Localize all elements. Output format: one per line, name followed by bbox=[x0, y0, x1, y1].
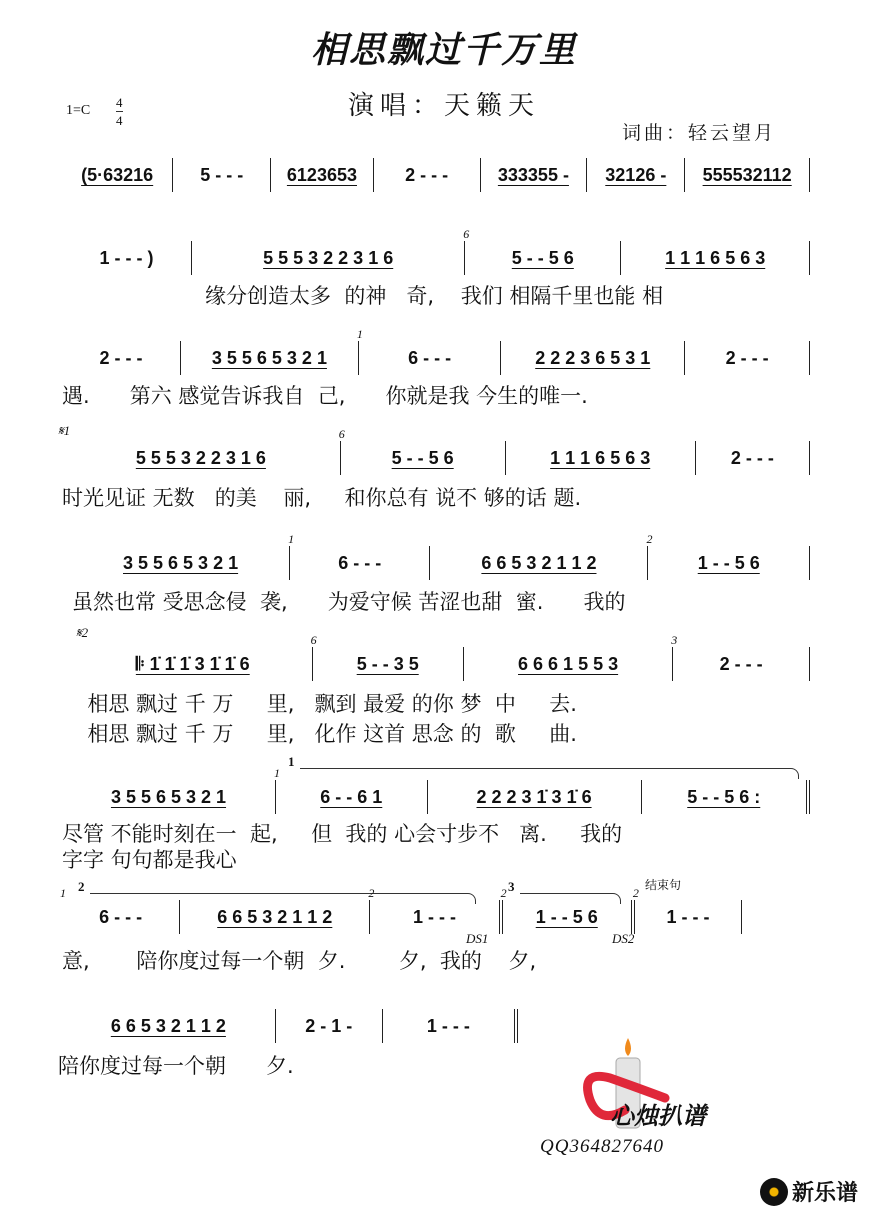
measure: 5 - - - bbox=[173, 158, 271, 192]
measure bbox=[338, 427, 506, 475]
measure: 2 - - - bbox=[685, 341, 810, 375]
measure: 𝄆 1̇ 1̇ 1̇ 3 1̇ 1̇ 6 bbox=[74, 647, 313, 681]
staff-row bbox=[62, 427, 810, 475]
grace-note: 1 bbox=[273, 766, 280, 780]
measure: 5 - - 5 6 : bbox=[642, 780, 810, 814]
measure-notes: 6 - - 6 1 bbox=[320, 787, 383, 807]
ds2-marker: DS2 bbox=[612, 931, 635, 946]
staff-row bbox=[74, 633, 810, 681]
measure: 6 6 6 1 5 5 3 bbox=[464, 647, 673, 681]
grace-note: 2 bbox=[500, 886, 507, 900]
vinyl-record-icon bbox=[760, 1178, 788, 1206]
measure: 555532112 bbox=[685, 158, 810, 192]
measure bbox=[671, 633, 810, 681]
grace-note: 2 bbox=[646, 532, 653, 546]
brand-name: 新乐谱 bbox=[792, 1181, 859, 1206]
measure: 5 5 5 3 2 2 3 1 6 bbox=[192, 241, 465, 275]
lyric-line: 字字 句句都是我心 bbox=[62, 848, 237, 872]
song-title: 相思飘过千万里 bbox=[310, 30, 577, 71]
measure bbox=[500, 886, 635, 934]
grace-note: 2 bbox=[632, 886, 639, 900]
grace-note: 6 bbox=[310, 633, 317, 647]
measure: 333355 - bbox=[481, 158, 588, 192]
grace-note: 3 bbox=[671, 633, 678, 647]
volta-number: 1 bbox=[288, 754, 295, 769]
segno-2: 𝄋2 bbox=[76, 625, 89, 640]
measure bbox=[310, 633, 464, 681]
staff-row bbox=[60, 886, 742, 934]
lyric-line: 尽管 不能时刻在一 起, 但 我的 心会寸步不 离. 我的 bbox=[62, 822, 623, 846]
qq-number: QQ364827640 bbox=[540, 1136, 664, 1157]
meter-bottom: 4 bbox=[116, 113, 123, 128]
staff-row bbox=[62, 158, 810, 192]
segno-1: 𝄋1 bbox=[58, 423, 71, 438]
lyric-line: 缘分创造太多 的神 奇, 我们 相隔千里也能 相 bbox=[205, 284, 664, 308]
measure-notes: 2 - - - bbox=[719, 654, 763, 674]
ds1-marker: DS1 bbox=[466, 931, 489, 946]
measure: 1 1 1 6 5 6 3 bbox=[506, 441, 696, 475]
measure-notes: 1 - - - bbox=[412, 907, 456, 927]
lyric-line: 遇. 第六 感觉告诉我自 己, 你就是我 今生的唯一. bbox=[62, 384, 588, 408]
staff-row bbox=[62, 227, 810, 275]
measure: 2 2 2 3 6 5 3 1 bbox=[501, 341, 685, 375]
grace-note: 1 bbox=[60, 886, 66, 900]
measure: 3 5 5 6 5 3 2 1 bbox=[62, 780, 276, 814]
measure: 1 - - - ) bbox=[62, 241, 192, 275]
measure-notes: 6 - - - bbox=[338, 553, 382, 573]
measure: 6123653 bbox=[271, 158, 373, 192]
grace-note: 1 bbox=[288, 532, 295, 546]
measure-notes: 5 - - 3 5 bbox=[356, 654, 419, 674]
grace-note: 1 bbox=[356, 327, 363, 341]
measure bbox=[463, 227, 621, 275]
meter-top: 4 bbox=[116, 95, 123, 110]
grace-note: 2 bbox=[368, 886, 375, 900]
staff-row bbox=[62, 766, 810, 814]
measure: 2 - 1 - bbox=[276, 1009, 383, 1043]
singer-credit: 演唱：天籁天 bbox=[347, 91, 540, 121]
time-signature bbox=[116, 94, 123, 129]
grace-note: 6 bbox=[463, 227, 470, 241]
measure bbox=[632, 886, 742, 934]
volta-bracket-1 bbox=[288, 754, 799, 779]
measure: 1 1 1 6 5 6 3 bbox=[621, 241, 810, 275]
key-signature: 1=C bbox=[66, 103, 91, 118]
lyric-line: 相思 飘过 千 万 里, 化作 这首 思念 的 歌 曲. bbox=[74, 722, 577, 746]
lyric-line: 虽然也常 受思念侵 袭, 为爱守候 苦涩也甜 蜜. 我的 bbox=[72, 590, 626, 614]
measure: 1 - - - bbox=[383, 1009, 518, 1043]
measure-notes: 6 - - - bbox=[99, 907, 143, 927]
measure bbox=[356, 327, 502, 375]
staff-row bbox=[72, 532, 810, 580]
logo-text: 心烛扒谱 bbox=[610, 1102, 706, 1130]
brand bbox=[760, 1176, 858, 1207]
measure bbox=[288, 532, 430, 580]
measure-notes: 6 - - - bbox=[408, 348, 452, 368]
candle-logo bbox=[570, 1030, 740, 1140]
ending-label: 结束句 bbox=[645, 878, 682, 892]
composer-credit: 词曲：轻云望月 bbox=[622, 122, 777, 144]
measure: 2 - - - bbox=[696, 441, 810, 475]
measure bbox=[273, 766, 428, 814]
measure bbox=[646, 532, 810, 580]
lyric-line: 意, 陪你度过每一个朝 夕. 夕, 我的 夕, bbox=[62, 949, 537, 973]
measure: 6 6 5 3 2 1 1 2 bbox=[62, 1009, 276, 1043]
volta-number: 2 bbox=[78, 879, 85, 894]
measure: 2 - - - bbox=[62, 341, 181, 375]
measure: 2 - - - bbox=[374, 158, 481, 192]
measure: 3 5 5 6 5 3 2 1 bbox=[181, 341, 359, 375]
measure: 5 5 5 3 2 2 3 1 6 bbox=[62, 441, 341, 475]
measure-notes: 5 - - 5 6 bbox=[391, 448, 454, 468]
measure: 6 6 5 3 2 1 1 2 bbox=[430, 546, 648, 580]
volta-number: 3 bbox=[508, 879, 515, 894]
measure-notes: 1 - - 5 6 bbox=[697, 553, 760, 573]
measure-notes: 5 - - 5 6 bbox=[511, 248, 574, 268]
measure-notes: 1 - - - bbox=[666, 907, 710, 927]
staff-row bbox=[62, 327, 810, 375]
measure: (5·63216 bbox=[62, 158, 173, 192]
measure: 3 5 5 6 5 3 2 1 bbox=[72, 546, 290, 580]
measure bbox=[60, 886, 180, 934]
measure bbox=[368, 886, 502, 934]
staff-row bbox=[62, 1009, 518, 1043]
measure: 6 6 5 3 2 1 1 2 bbox=[180, 900, 370, 934]
lyric-line: 时光见证 无数 的美 丽, 和你总有 说不 够的话 题. bbox=[62, 486, 582, 510]
lyric-line: 相思 飘过 千 万 里, 飘到 最爱 的你 梦 中 去. bbox=[74, 692, 577, 716]
grace-note: 6 bbox=[338, 427, 345, 441]
measure: 2 2 2 3 1̇ 3 1̇ 6 bbox=[428, 780, 642, 814]
measure-notes: 1 - - 5 6 bbox=[535, 907, 598, 927]
measure: 32126 - bbox=[587, 158, 685, 192]
lyric-line: 陪你度过每一个朝 夕. bbox=[58, 1054, 294, 1078]
